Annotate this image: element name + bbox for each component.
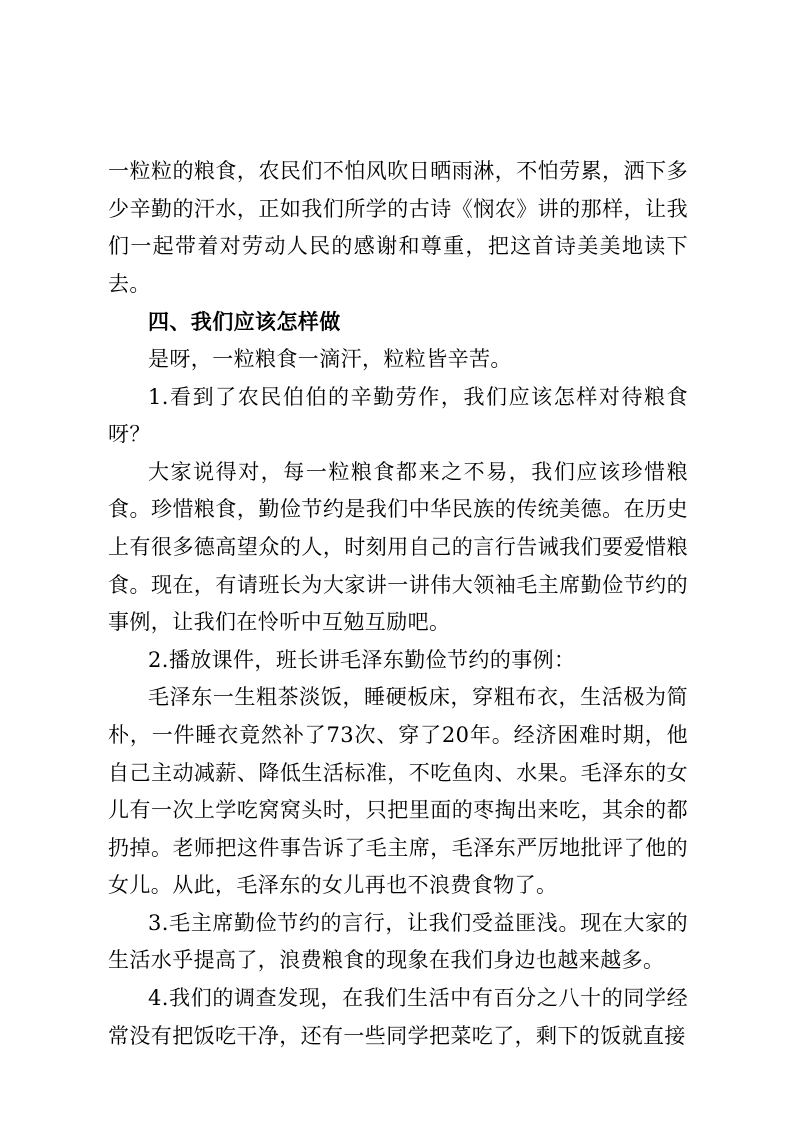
- section-heading: 四、我们应该怎样做: [148, 309, 341, 335]
- paragraph-item-3: 3.毛主席勤俭节约的言行，让我们受益匪浅。现在大家的生活水乎提高了，浪费粮食的现象在我们身边也越来越多。: [108, 910, 688, 973]
- paragraph-mao-story: 毛泽东一生粗茶淡饭，睡硬板床，穿粗布衣，生活极为简朴，一件睡衣竟然补了73次、穿了20年。经济困难时期，他自己主动减薪、降低生活标准，不吃鱼肉、水果。毛泽东的女儿有一次上学吃窝窝头时，只把里面的枣掏出来吃，其余的都扔掉。老师把这件事告诉了毛主席，毛泽东严厉地批评了他的女儿。从此，毛泽东的女儿再也不浪费食物了。: [108, 685, 688, 898]
- paragraph-intro-continuation: 一粒粒的粮食，农民们不怕风吹日晒雨淋，不怕劳累，洒下多少辛勤的汗水，正如我们所学的古诗《悯农》讲的那样，让我们一起带着对劳动人民的感谢和尊重，把这首诗美美地读下去。: [108, 159, 688, 296]
- paragraph-item-4: 4.我们的调查发现，在我们生活中有百分之八十的同学经常没有把饭吃干净，还有一些同学把菜吃了，剩下的饭就直接: [108, 986, 688, 1048]
- paragraph-proverb: 是呀，一粒粮食一滴汗，粒粒皆辛苦。: [148, 346, 512, 371]
- paragraph-cherish-food: 大家说得对，每一粒粮食都来之不易，我们应该珍惜粮食。珍惜粮食，勤俭节约是我们中华民族的传统美德。在历史上有很多德高望众的人，时刻用自己的言行告诫我们要爱惜粮食。现在，有请班长为大家讲一讲伟大领袖毛主席勤俭节约的事例，让我们在怜听中互勉互励吧。: [108, 459, 688, 635]
- paragraph-item-1: 1.看到了农民伯伯的辛勤劳作，我们应该怎样对待粮食呀？: [108, 384, 688, 447]
- paragraph-item-2: 2.播放课件，班长讲毛泽东勤俭节约的事例：: [148, 647, 576, 672]
- document-body: [108, 153, 688, 1055]
